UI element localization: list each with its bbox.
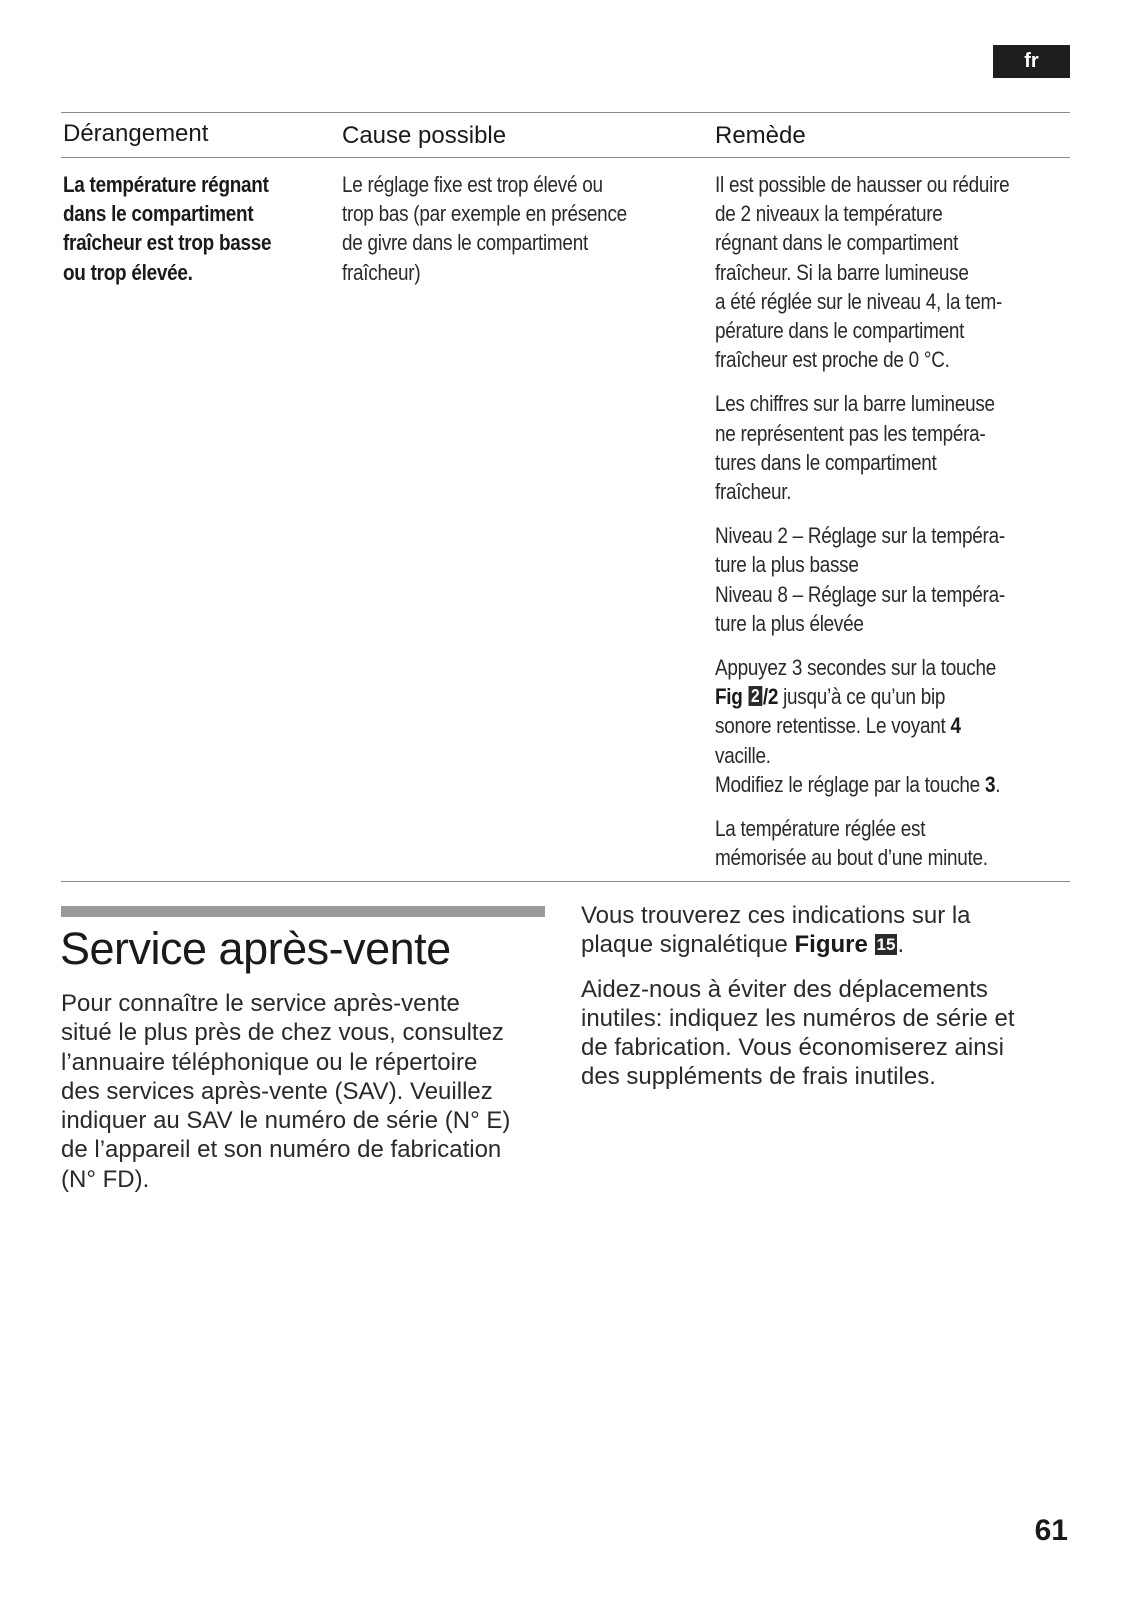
language-tag: fr [993, 45, 1070, 78]
service-line: situé le plus près de chez vous, consultez [61, 1019, 504, 1047]
remedy-line [715, 711, 1009, 740]
service-line: des suppléments de frais inutiles. [581, 1063, 936, 1091]
remedy-cell [715, 170, 1009, 887]
remedy-paragraph [715, 170, 1009, 374]
cause-cell [342, 170, 627, 287]
remedy-line: a été réglée sur le niveau 4, la tem- [715, 288, 1003, 314]
table-bottom-rule [61, 881, 1070, 882]
button-ref: 3 [984, 771, 996, 797]
remedy-line: La température réglée est [715, 816, 926, 842]
remedy-line: Les chiffres sur la barre lumineuse [715, 391, 995, 417]
remedy-paragraph [715, 389, 1009, 506]
problem-line: La température régnant [63, 172, 269, 197]
fig-item-ref: /2 [762, 684, 779, 710]
remedy-text: . [995, 771, 1001, 797]
service-line: de l’appareil et son numéro de fabrication [61, 1136, 502, 1164]
remedy-line: Appuyez 3 secondes sur la touche [715, 655, 996, 681]
remedy-text: Modifiez le réglage par la touche [715, 771, 985, 797]
service-line: indiquer au SAV le numéro de série (N° E) [61, 1107, 511, 1135]
problem-line: ou trop élevée. [63, 259, 193, 285]
service-line: inutiles: indiquez les numéros de série et [581, 1004, 1015, 1032]
header-remede: Remède [715, 122, 806, 149]
remedy-line: régnant dans le compartiment [715, 230, 959, 256]
service-paragraph [581, 901, 1015, 960]
fig-ref-label: Fig [715, 684, 743, 710]
indicator-ref: 4 [950, 713, 961, 739]
remedy-line: mémorisée au bout d’une minute. [715, 845, 988, 871]
section-title: Service après-vente [60, 923, 451, 974]
remedy-line: Niveau 2 – Réglage sur la tempéra- [715, 523, 1005, 549]
service-line: de fabrication. Vous économiserez ainsi [581, 1034, 1004, 1062]
header-cause: Cause possible [342, 122, 507, 149]
remedy-line: vacille. [715, 742, 771, 768]
service-text: . [897, 931, 905, 959]
header-rule [61, 157, 1070, 158]
remedy-text: sonore retentisse. Le voyant [715, 713, 951, 739]
service-line [581, 930, 1015, 959]
remedy-line: fraîcheur. [715, 479, 792, 505]
page-number: 61 [1034, 1514, 1068, 1547]
remedy-line: ne représentent pas les tempéra- [715, 420, 986, 446]
remedy-line: pérature dans le compartiment [715, 318, 965, 344]
remedy-paragraph [715, 814, 1009, 872]
service-intro-text [61, 989, 510, 1194]
header-derangement: Dérangement [63, 120, 209, 147]
remedy-line: ture la plus basse [715, 552, 859, 578]
figure-number-badge: 15 [876, 935, 896, 955]
cause-line: fraîcheur) [342, 259, 421, 285]
remedy-line [715, 682, 1009, 711]
cause-line: de givre dans le compartiment [342, 230, 588, 256]
service-line: des services après-vente (SAV). Veuillez [61, 1077, 493, 1105]
service-line: Pour connaître le service après-vente [61, 990, 460, 1017]
remedy-paragraph [715, 653, 1009, 799]
table-top-rule [61, 112, 1070, 113]
remedy-line: de 2 niveaux la température [715, 201, 943, 227]
remedy-line: Il est possible de hausser ou réduire [715, 172, 1010, 197]
remedy-line: ture la plus élevée [715, 610, 864, 636]
service-line: Aidez-nous à éviter des déplacements [581, 975, 988, 1003]
remedy-text: jusqu’à ce qu’un bip [778, 684, 946, 710]
cause-line: Le réglage fixe est trop élevé ou [342, 172, 603, 197]
service-text: plaque signalétique [581, 931, 795, 959]
figure-number-badge: 2 [748, 686, 762, 706]
service-line: Vous trouverez ces indications sur la [581, 902, 971, 929]
remedy-paragraph [715, 521, 1009, 638]
problem-line: fraîcheur est trop basse [63, 230, 272, 256]
section-bar [61, 906, 545, 917]
cause-line: trop bas (par exemple en présence [342, 201, 627, 227]
figure-ref-label: Figure [794, 931, 868, 959]
service-line: l’annuaire téléphonique ou le répertoire [61, 1048, 478, 1076]
remedy-line [715, 770, 1009, 799]
problem-cell [63, 170, 271, 287]
service-line: (N° FD). [61, 1165, 150, 1193]
service-details-text [581, 901, 1015, 1107]
remedy-line: tures dans le compartiment [715, 449, 937, 475]
problem-line: dans le compartiment [63, 201, 254, 227]
remedy-line: fraîcheur est proche de 0 °C. [715, 347, 950, 373]
remedy-line: fraîcheur. Si la barre lumineuse [715, 259, 969, 285]
service-paragraph [581, 975, 1015, 1092]
remedy-line: Niveau 8 – Réglage sur la tempéra- [715, 581, 1005, 607]
